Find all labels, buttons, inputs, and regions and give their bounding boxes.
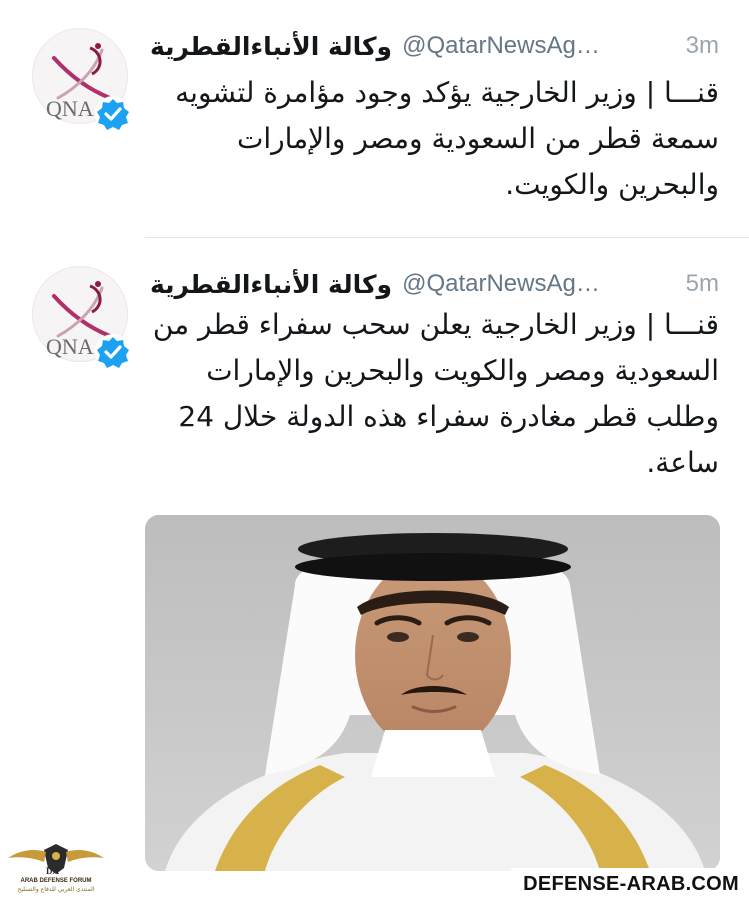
svg-text:QNA: QNA: [46, 334, 94, 359]
user-handle[interactable]: @QatarNewsAg…: [402, 32, 600, 59]
portrait-photo-image: [145, 515, 720, 871]
tweet-text-line: قنـــا | وزير الخارجية يؤكد وجود مؤامرة لتشويه: [175, 76, 719, 109]
svg-text:QNA: QNA: [46, 96, 94, 121]
logo-mark: DA: [46, 866, 59, 876]
logo-subtitle: المنتدى العربي للدفاع والتسليح: [17, 886, 95, 893]
verified-check-icon: [95, 96, 131, 132]
tweet-text-line: والبحرين والكويت.: [505, 168, 719, 201]
verified-badge: [95, 96, 131, 132]
verified-badge: [95, 334, 131, 370]
logo-title: ARAB DEFENSE FORUM: [20, 878, 92, 884]
tweet-text-line: السعودية ومصر والكويت والبحرين والإمارات: [206, 354, 719, 387]
display-name[interactable]: وكالة الأنباءالقطرية: [150, 31, 393, 61]
verified-check-icon: [95, 334, 131, 370]
display-name[interactable]: وكالة الأنباءالقطرية: [150, 269, 393, 299]
tweet-text: [150, 302, 719, 486]
tweet-1[interactable]: [0, 0, 749, 238]
tweet-text-line: سمعة قطر من السعودية ومصر والإمارات: [236, 122, 719, 155]
tweet-text-line: ساعة.: [646, 446, 719, 479]
timestamp[interactable]: 5m: [685, 270, 719, 297]
tweet-text-line: قنـــا | وزير الخارجية يعلن سحب سفراء قطر من: [152, 308, 719, 341]
user-handle[interactable]: @QatarNewsAg…: [402, 270, 600, 297]
tweet-header: [150, 28, 719, 64]
tweet-photo[interactable]: [145, 515, 720, 871]
tweet-text: [150, 70, 719, 208]
site-watermark: DEFENSE-ARAB.COM: [511, 868, 749, 901]
arab-defense-forum-logo: [6, 838, 106, 898]
tweet-header: [150, 266, 719, 302]
tweet-text-line: وطلب قطر مغادرة سفراء هذه الدولة خلال 24: [178, 400, 719, 433]
timestamp[interactable]: 3m: [685, 32, 719, 59]
